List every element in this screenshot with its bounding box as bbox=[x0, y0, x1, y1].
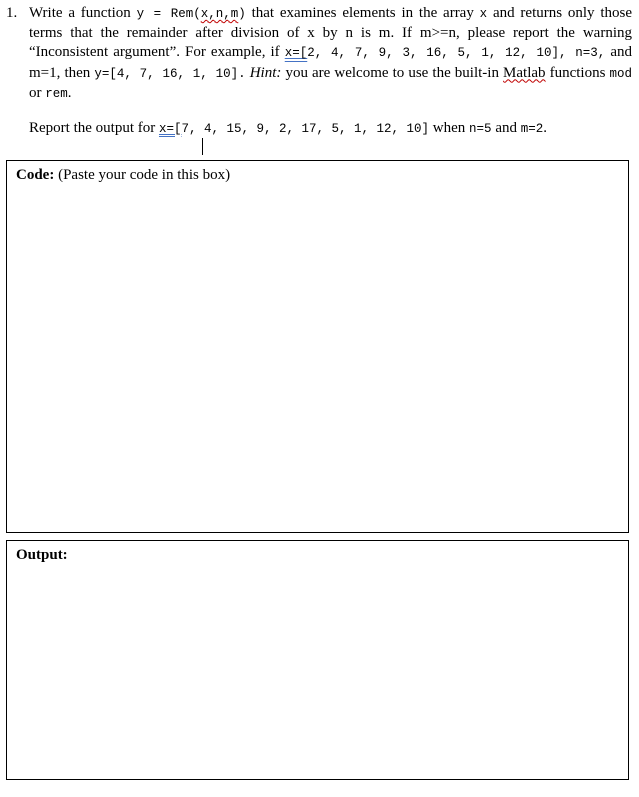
code-box[interactable] bbox=[6, 160, 629, 533]
report-instruction: Report the output for x=[7, 4, 15, 9, 2, 17, 5, 1, 12, 10] when n=5 and m=2. bbox=[29, 120, 547, 136]
output-box-label: Output: bbox=[16, 547, 68, 563]
problem-number: 1. bbox=[6, 5, 18, 21]
output-input[interactable] bbox=[9, 571, 626, 777]
output-box[interactable] bbox=[6, 540, 629, 780]
report-n: n=5 bbox=[469, 122, 492, 136]
array-var: x bbox=[479, 7, 488, 21]
example-y: y=[4, 7, 16, 1, 10]. bbox=[94, 66, 246, 81]
fn-mod: mod bbox=[609, 66, 633, 81]
example-x: x=[2, 4, 7, 9, 3, 16, 5, 1, 12, 10], n=3, bbox=[284, 46, 606, 61]
problem-statement bbox=[6, 4, 632, 104]
code-input[interactable] bbox=[9, 191, 626, 530]
hint-label: Hint: bbox=[249, 64, 282, 81]
matlab-word: Matlab bbox=[503, 64, 546, 81]
report-m: m=2 bbox=[520, 122, 544, 136]
fn-rem: rem bbox=[45, 86, 68, 101]
text-cursor bbox=[202, 138, 203, 155]
report-x: x=[7, 4, 15, 9, 2, 17, 5, 1, 12, 10] bbox=[158, 122, 430, 136]
problem-text: Write a function y = Rem(x,n,m) that examines elements in the array x and returns only those terms that the remainder after division of x by n is m. If m>=n, please report the warning “Inconsistent argument”. For example, if x=[2, 4, 7, 9, 3, 16, 5, 1, 12, 10], n=3, and m=1, then y=[4, 7, 16, 1, 10]. Hint: you are welcome to use the built-in Matlab functions mod or rem. bbox=[29, 5, 633, 101]
code-box-label: Code: (Paste your code in this box) bbox=[16, 167, 231, 183]
function-args: x,n,m bbox=[200, 7, 239, 21]
function-signature: y = Rem(x,n,m) bbox=[136, 7, 246, 21]
